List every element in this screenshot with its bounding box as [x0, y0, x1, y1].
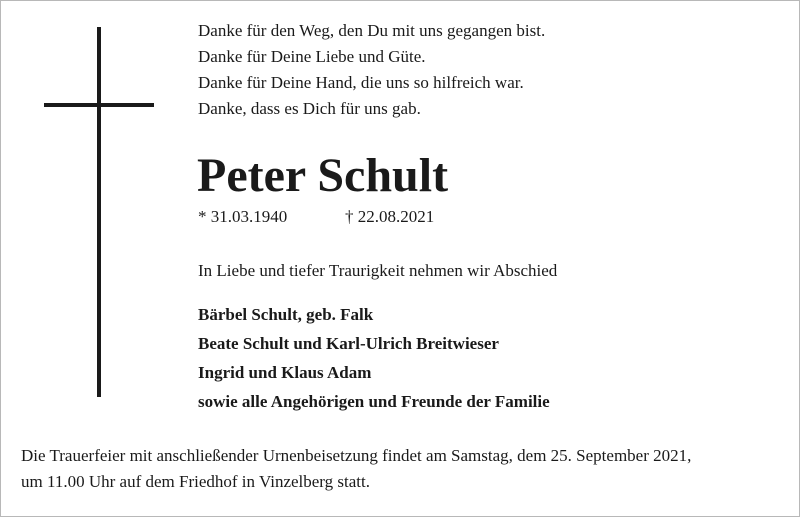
- mourner-entry: sowie alle Angehörigen und Freunde der Familie: [198, 392, 550, 411]
- verse-line: Danke für Deine Hand, die uns so hilfreich war.: [198, 73, 524, 92]
- mourner-entry: Bärbel Schult, geb. Falk: [198, 305, 374, 324]
- mourner-entry: Ingrid und Klaus Adam: [198, 363, 372, 382]
- death-date: † 22.08.2021: [345, 207, 435, 226]
- life-dates: [198, 205, 435, 229]
- funeral-notice: [21, 443, 691, 495]
- verse: [198, 18, 545, 122]
- verse-line: Danke für den Weg, den Du mit uns gegangen bist.: [198, 21, 546, 40]
- mourner-entry: Beate Schult und Karl-Ulrich Breitwieser: [198, 334, 499, 353]
- notice-line: um 11.00 Uhr auf dem Friedhof in Vinzelberg statt.: [21, 472, 370, 491]
- verse-line: Danke für Deine Liebe und Güte.: [198, 47, 426, 66]
- notice-line: Die Trauerfeier mit anschließender Urnenbeisetzung findet am Samstag, dem 25. September 2021,: [21, 446, 692, 465]
- birth-date: * 31.03.1940: [198, 207, 288, 226]
- cross-horizontal-bar: [44, 103, 154, 107]
- cross-vertical-bar: [97, 27, 101, 397]
- verse-line: Danke, dass es Dich für uns gab.: [198, 99, 421, 118]
- farewell-text: In Liebe und tiefer Traurigkeit nehmen wir Abschied: [198, 261, 558, 280]
- mourners-list: [198, 300, 550, 416]
- deceased-name: Peter Schult: [197, 149, 449, 202]
